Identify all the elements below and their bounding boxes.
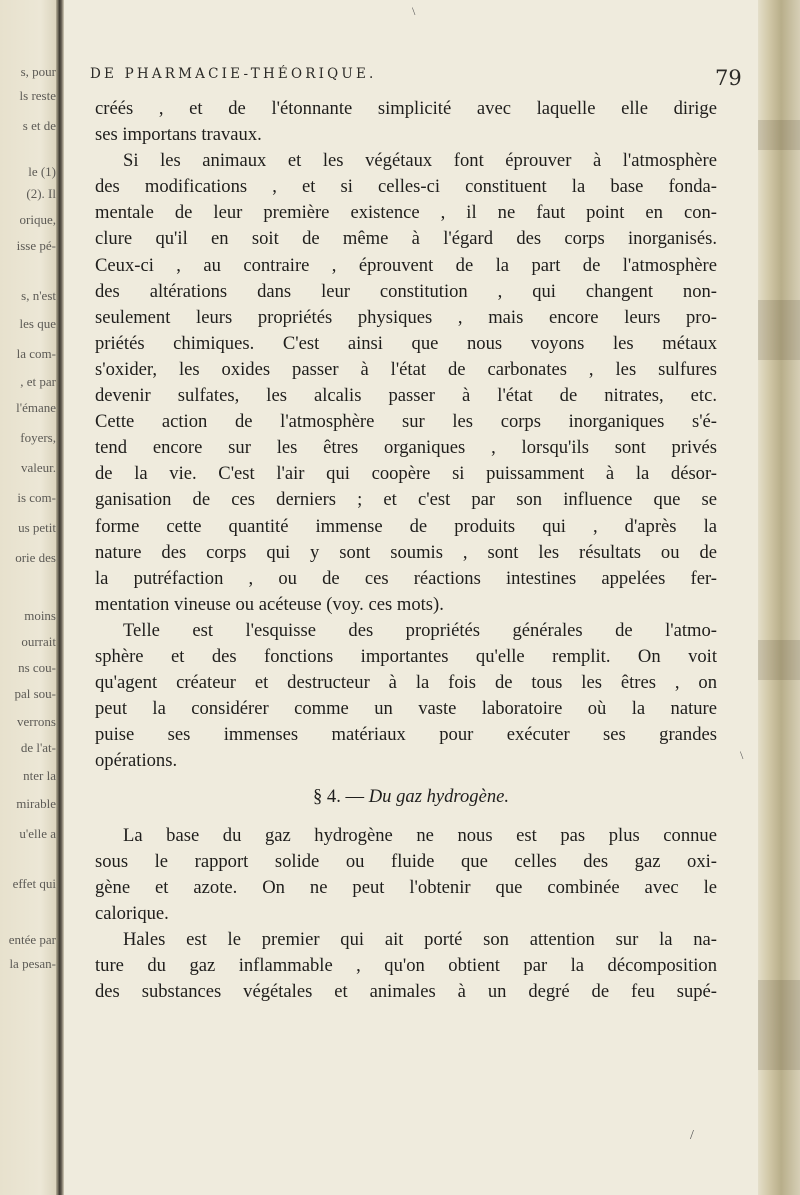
facing-page-text: foyers,: [20, 430, 56, 445]
facing-page-text: les que: [19, 316, 56, 331]
facing-page-text: effet qui: [12, 876, 56, 891]
text-line: gène et azote. On ne peut l'obtenir que combinée avec le: [95, 876, 717, 898]
text-line: sous le rapport solide ou fluide que celles des gaz oxi-: [95, 850, 717, 872]
text-line: nature des corps qui y sont soumis , sont les résultats ou de: [95, 541, 717, 563]
facing-page-text: s et de: [22, 118, 56, 133]
paragraph: [95, 96, 717, 148]
stray-mark: \: [412, 4, 416, 18]
text-line: devenir sulfates, les alcalis passer à l'état de nitrates, etc.: [95, 385, 717, 407]
text-line: qu'agent créateur et destructeur à la fois de tous les êtres , on: [95, 672, 717, 694]
text-line: ture du gaz inflammable , qu'on obtient par la décomposition: [95, 955, 717, 976]
facing-page-text: ns cou-: [18, 660, 56, 675]
facing-page-text: nter la: [23, 768, 56, 783]
facing-page-text: isse pé-: [16, 238, 56, 253]
facing-page-text: la com-: [16, 346, 56, 361]
text-line: forme cette quantité immense de produits qui , d'après la: [95, 515, 717, 537]
text-line: ganisation de ces derniers ; et c'est par son influence que se: [95, 489, 717, 511]
facing-page-text: s, pour: [20, 64, 56, 79]
stray-mark: /: [690, 1128, 694, 1143]
facing-page-text: de l'at-: [20, 740, 56, 755]
paragraph: [95, 927, 717, 1005]
facing-page-text: , et par: [20, 374, 56, 389]
text-line: Telle est l'esquisse des propriétés générales de l'atmo-: [123, 619, 717, 641]
paragraph: [95, 148, 717, 618]
facing-page-text: is com-: [17, 490, 56, 505]
facing-page-text: mirable: [16, 796, 56, 811]
section-heading: [95, 784, 717, 810]
paragraph: [95, 823, 717, 927]
text-line: opérations.: [95, 750, 178, 772]
text-line: la putréfaction , ou de ces réactions intestines appelées fer-: [95, 567, 717, 589]
section-dash: —: [340, 786, 369, 808]
text-line: des modifications , et si celles-ci constituent la base fonda-: [95, 176, 717, 198]
text-line: des altérations dans leur constitution , qui changent non-: [95, 280, 717, 302]
facing-page-text: ls reste: [19, 88, 56, 103]
facing-page-text: l'émane: [16, 400, 56, 415]
facing-page-text: us petit: [18, 520, 56, 535]
text-line: seulement leurs propriétés physiques , mais encore leurs pro-: [95, 306, 717, 328]
facing-page-text: le (1): [28, 164, 56, 179]
text-line: calorique.: [95, 902, 169, 924]
text-line: des substances végétales et animales à un degré de feu supé-: [95, 981, 717, 1003]
paragraph: [95, 618, 717, 775]
running-head: DE PHARMACIE-THÉORIQUE.: [90, 66, 377, 82]
text-line: mentation vineuse ou acéteuse (voy. ces mots).: [95, 593, 444, 615]
facing-page-text: (2). Il: [26, 186, 56, 201]
text-line: sphère et des fonctions importantes qu'elle remplit. On voit: [95, 645, 717, 667]
text-line: priétés chimiques. C'est ainsi que nous voyons les métaux: [95, 332, 717, 354]
text-line: Si les animaux et les végétaux font éprouver à l'atmosphère: [123, 150, 717, 172]
page-number: 79: [715, 66, 742, 90]
section-symbol: § 4.: [312, 786, 341, 808]
page-body: [95, 96, 717, 1005]
text-line: Cette action de l'atmosphère sur les corps inorganiques s'é-: [95, 411, 717, 433]
facing-page-text: s, n'est: [21, 288, 56, 303]
text-line: créés , et de l'étonnante simplicité avec laquelle elle dirige: [95, 98, 717, 119]
facing-page-text: orie des: [15, 550, 56, 565]
text-line: tend encore sur les êtres organiques , lorsqu'ils sont privés: [95, 437, 717, 459]
book-gutter: [56, 0, 64, 1195]
scan-page-edge: [758, 0, 800, 1195]
text-line: Hales est le premier qui ait porté son attention sur la na-: [123, 928, 717, 950]
facing-page-text: entée par: [8, 932, 56, 947]
facing-page-fragment: [0, 0, 58, 1195]
text-line: Ceux-ci , au contraire , éprouvent de la part de l'atmosphère: [95, 254, 717, 276]
facing-page-text: u'elle a: [19, 826, 56, 841]
facing-page-text: ourrait: [21, 634, 56, 649]
text-line: s'oxider, les oxides passer à l'état de carbonates , les sulfures: [95, 358, 717, 380]
facing-page-text: verrons: [17, 714, 56, 729]
text-line: clure qu'il en soit de même à l'égard des corps inorganisés.: [95, 228, 717, 250]
text-line: puise ses immenses matériaux pour exécuter ses grandes: [95, 724, 717, 746]
facing-page-text: valeur.: [20, 460, 56, 475]
facing-page-text: la pesan-: [9, 956, 56, 971]
section-title: Du gaz hydrogène.: [368, 786, 510, 808]
text-line: mentale de leur première existence , il ne faut point en con-: [95, 202, 717, 224]
text-line: peut la considérer comme un vaste laboratoire où la nature: [95, 698, 717, 720]
facing-page-text: pal sou-: [14, 686, 56, 701]
facing-page-text: orique,: [19, 212, 56, 227]
text-line: ses importans travaux.: [95, 124, 262, 146]
facing-page-text: moins: [24, 608, 56, 623]
text-line: de la vie. C'est l'air qui coopère si puissamment à la désor-: [95, 463, 717, 485]
text-line: La base du gaz hydrogène ne nous est pas plus connue: [123, 824, 717, 846]
stray-mark: \: [740, 748, 744, 762]
